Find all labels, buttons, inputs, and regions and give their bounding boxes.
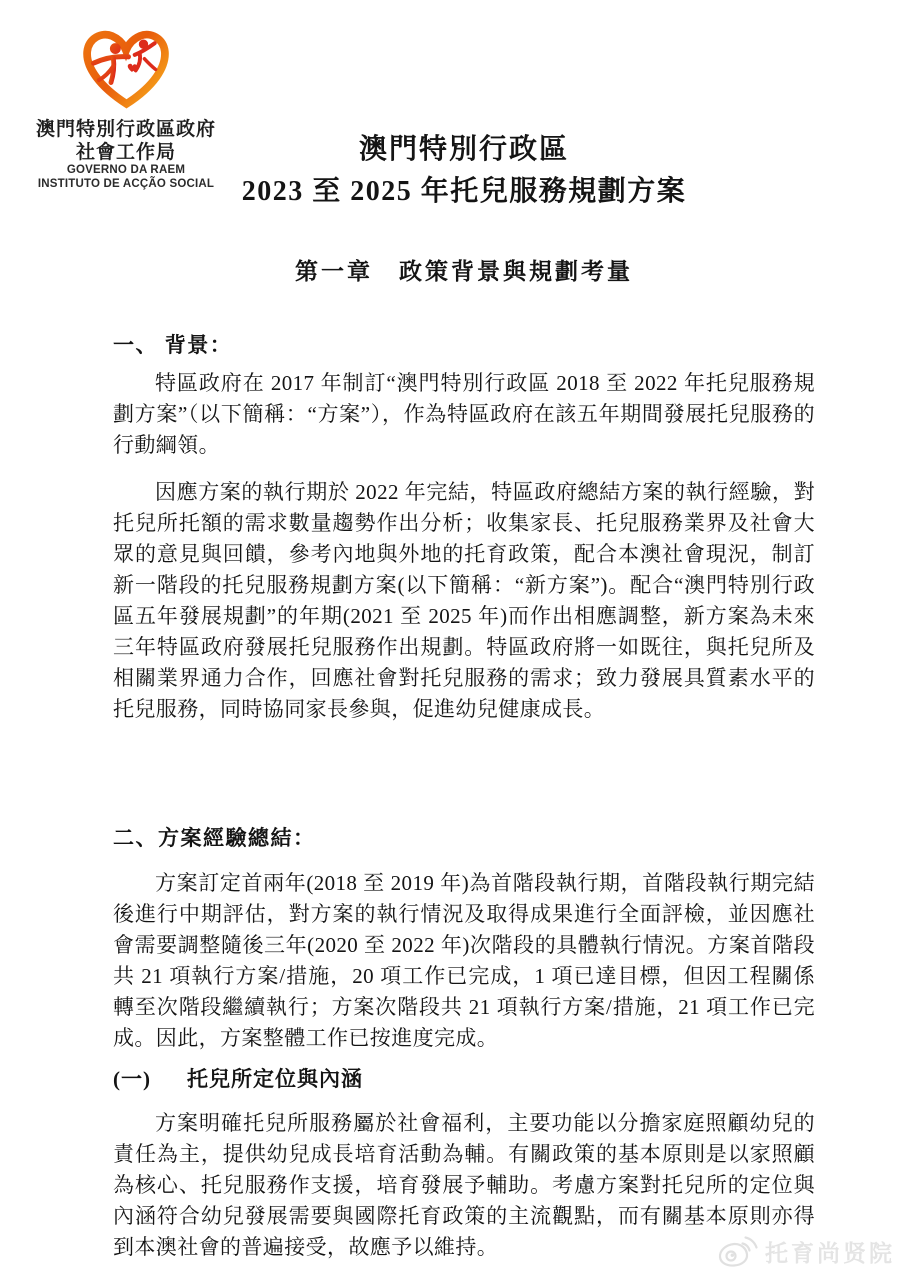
weibo-icon xyxy=(717,1234,759,1268)
section-2-heading: 二、方案經驗總結： xyxy=(113,826,316,850)
document-title-line2: 2023 至 2025 年托兒服務規劃方案 xyxy=(241,176,687,207)
section-1-paragraph-2: 因應方案的執行期於 2022 年完結，特區政府總結方案的執行經驗，對托兒所托額的需求數量趨勢作出分析；收集家長、托兒服務業界及社會大眾的意見與回饋，參考內地與外地的托育政策，配合本澳社會現況，制訂新一階段的托兒服務規劃方案(以下簡稱：“新方案”)。配合“澳門特別行政區五年發展規劃”的年期(2021 至 2025 年)而作出相應調整，新方案為未來三年特區政府發展托兒服務作出規劃。特區政府將一如既往，與托兒所及相關業界通力合作，回應社會對托兒服務的需求；致力發展具質素水平的托兒服務，同時協同家長參與，促進幼兒健康成長。 xyxy=(113,480,815,721)
org-name-pt-line1: GOVERNO DA RAEM xyxy=(66,164,186,176)
watermark xyxy=(717,1234,895,1268)
section-1-heading: 一、 背景： xyxy=(113,333,233,357)
subsection-1-heading xyxy=(113,1065,815,1093)
org-name-zh-line1: 澳門特別行政區政府 xyxy=(35,119,216,140)
document-content xyxy=(113,0,815,1263)
subsection-1-paragraph-1: 方案明確托兒所服務屬於社會福利，主要功能以分擔家庭照顧幼兒的責任為主，提供幼兒成長培育活動為輔。有關政策的基本原則是以家照顧為核心、托兒服務作支援，培育發展予輔助。考慮方案對托兒所的定位與內涵符合幼兒發展需要與國際托育政策的主流觀點，而有關基本原則亦得到本澳社會的普遍接受，故應予以維持。 xyxy=(113,1111,815,1259)
section-2-paragraph-1: 方案訂定首兩年(2018 至 2019 年)為首階段執行期，首階段執行期完結後進行中期評估，對方案的執行情況及取得成果進行全面評檢，並因應社會需要調整隨後三年(2020 至 2022 年)次階段的具體執行情況。方案首階段共 21 項執行方案/措施，20 項工作已完成，1 項已達目標，但因工程關係轉至次階段繼續執行；方案次階段共 21 項執行方案/措施，21 項工作已完成。因此，方案整體工作已按進度完成。 xyxy=(113,871,815,1050)
chapter-heading: 第一章 政策背景與規劃考量 xyxy=(295,259,633,284)
document-title-line1: 澳門特別行政區 xyxy=(358,134,569,165)
subsection-1-title: 托兒所定位與內涵 xyxy=(187,1067,363,1091)
org-name-pt-line2: INSTITUTO DE ACÇÃO SOCIAL xyxy=(37,177,215,190)
watermark-text: 托育尚贤院 xyxy=(765,1239,895,1266)
section-1-paragraph-1: 特區政府在 2017 年制訂“澳門特別行政區 2018 至 2022 年托兒服務規劃方案”（以下簡稱：“方案”），作為特區政府在該五年期間發展托兒服務的行動綱領。 xyxy=(113,371,815,457)
subsection-1-number: (一) xyxy=(113,1067,151,1091)
org-name-zh-line2: 社會工作局 xyxy=(75,142,176,163)
